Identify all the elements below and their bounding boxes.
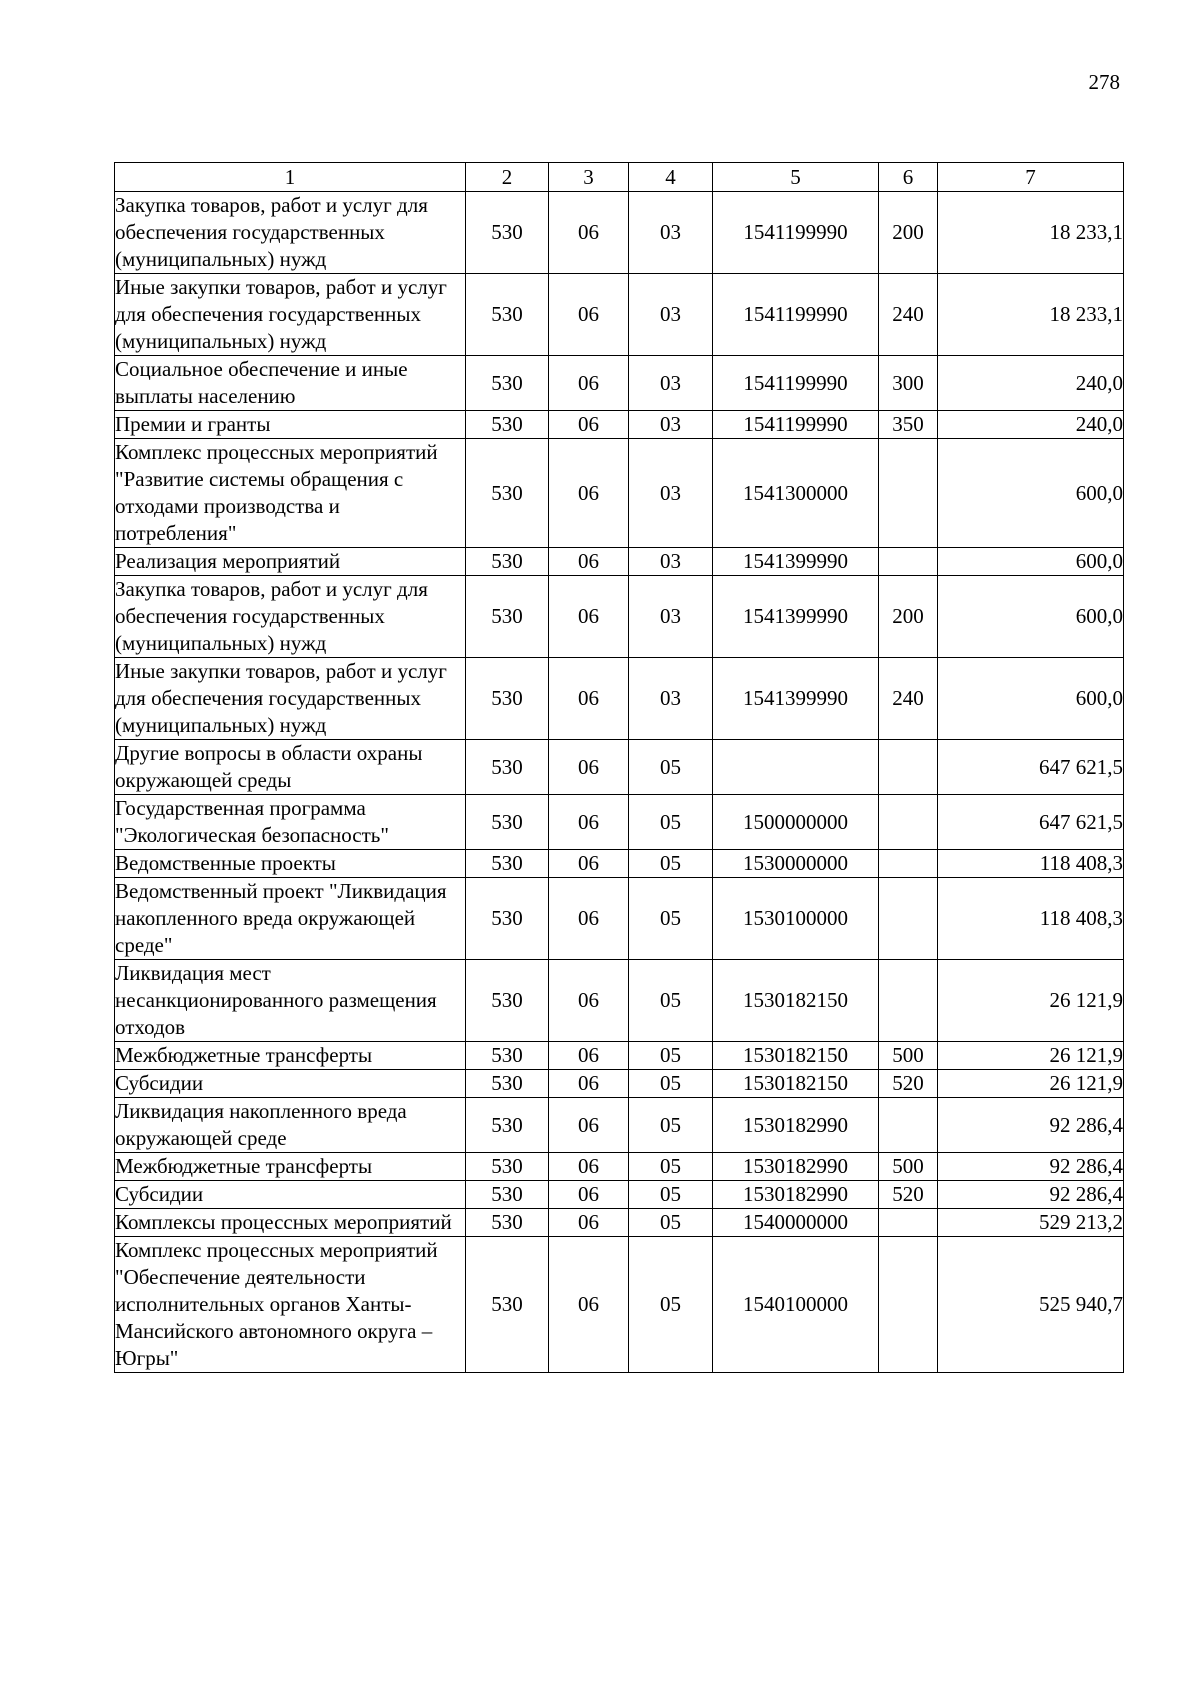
table-row xyxy=(115,1153,1124,1181)
code-6 xyxy=(879,740,938,795)
code-5: 1530000000 xyxy=(713,850,879,878)
table-body xyxy=(115,192,1124,1373)
row-name: Премии и гранты xyxy=(115,411,466,439)
row-amount: 240,0 xyxy=(938,411,1124,439)
row-amount: 525 940,7 xyxy=(938,1237,1124,1373)
code-3: 06 xyxy=(549,795,629,850)
budget-table xyxy=(114,162,1124,1373)
code-4: 03 xyxy=(629,274,713,356)
code-6 xyxy=(879,439,938,548)
code-6 xyxy=(879,1237,938,1373)
row-amount: 118 408,3 xyxy=(938,878,1124,960)
code-5: 1500000000 xyxy=(713,795,879,850)
row-name: Ликвидация накопленного вреда окружающей среде xyxy=(115,1098,466,1153)
row-amount: 26 121,9 xyxy=(938,1070,1124,1098)
column-header: 6 xyxy=(879,163,938,192)
code-6 xyxy=(879,878,938,960)
row-amount: 600,0 xyxy=(938,548,1124,576)
row-name: Реализация мероприятий xyxy=(115,548,466,576)
row-amount: 92 286,4 xyxy=(938,1181,1124,1209)
row-amount: 18 233,1 xyxy=(938,274,1124,356)
code-3: 06 xyxy=(549,576,629,658)
code-3: 06 xyxy=(549,740,629,795)
code-3: 06 xyxy=(549,1042,629,1070)
code-5: 1540000000 xyxy=(713,1209,879,1237)
code-4: 05 xyxy=(629,740,713,795)
code-6 xyxy=(879,548,938,576)
code-6 xyxy=(879,960,938,1042)
row-amount: 18 233,1 xyxy=(938,192,1124,274)
code-4: 05 xyxy=(629,795,713,850)
row-amount: 26 121,9 xyxy=(938,960,1124,1042)
code-4: 03 xyxy=(629,548,713,576)
code-4: 05 xyxy=(629,1070,713,1098)
code-3: 06 xyxy=(549,1237,629,1373)
code-5: 1541300000 xyxy=(713,439,879,548)
table-row xyxy=(115,411,1124,439)
code-3: 06 xyxy=(549,878,629,960)
row-name: Межбюджетные трансферты xyxy=(115,1042,466,1070)
code-5: 1530100000 xyxy=(713,878,879,960)
code-4: 05 xyxy=(629,1153,713,1181)
code-3: 06 xyxy=(549,1209,629,1237)
column-header: 4 xyxy=(629,163,713,192)
code-3: 06 xyxy=(549,439,629,548)
code-4: 03 xyxy=(629,576,713,658)
row-name: Социальное обеспечение и иные выплаты населению xyxy=(115,356,466,411)
code-4: 05 xyxy=(629,960,713,1042)
row-name: Закупка товаров, работ и услуг для обеспечения государственных (муниципальных) нужд xyxy=(115,192,466,274)
code-5: 1530182990 xyxy=(713,1153,879,1181)
code-2: 530 xyxy=(466,1042,549,1070)
code-3: 06 xyxy=(549,1153,629,1181)
code-4: 05 xyxy=(629,1042,713,1070)
code-6 xyxy=(879,850,938,878)
table-row xyxy=(115,1181,1124,1209)
row-amount: 240,0 xyxy=(938,356,1124,411)
code-2: 530 xyxy=(466,192,549,274)
code-5: 1530182150 xyxy=(713,1042,879,1070)
page-number: 278 xyxy=(1088,70,1120,94)
row-amount: 92 286,4 xyxy=(938,1153,1124,1181)
code-3: 06 xyxy=(549,192,629,274)
row-amount: 26 121,9 xyxy=(938,1042,1124,1070)
code-4: 05 xyxy=(629,1209,713,1237)
code-6: 300 xyxy=(879,356,938,411)
code-6: 200 xyxy=(879,192,938,274)
table-row xyxy=(115,274,1124,356)
code-5: 1530182990 xyxy=(713,1181,879,1209)
code-6 xyxy=(879,1098,938,1153)
row-name: Иные закупки товаров, работ и услуг для обеспечения государственных (муниципальных) нужд xyxy=(115,274,466,356)
code-2: 530 xyxy=(466,878,549,960)
row-name: Ведомственный проект "Ликвидация накопленного вреда окружающей среде" xyxy=(115,878,466,960)
code-2: 530 xyxy=(466,411,549,439)
table-row xyxy=(115,658,1124,740)
column-header: 7 xyxy=(938,163,1124,192)
code-4: 03 xyxy=(629,411,713,439)
code-4: 05 xyxy=(629,1098,713,1153)
row-name: Комплекс процессных мероприятий "Обеспечение деятельности исполнительных органов Ханты-Мансийского автономного округа – Югры" xyxy=(115,1237,466,1373)
row-amount: 647 621,5 xyxy=(938,795,1124,850)
code-5: 1541399990 xyxy=(713,658,879,740)
code-2: 530 xyxy=(466,1153,549,1181)
row-name: Ликвидация мест несанкционированного размещения отходов xyxy=(115,960,466,1042)
code-3: 06 xyxy=(549,850,629,878)
code-2: 530 xyxy=(466,795,549,850)
table-row xyxy=(115,795,1124,850)
row-name: Другие вопросы в области охраны окружающей среды xyxy=(115,740,466,795)
code-5: 1541399990 xyxy=(713,548,879,576)
code-5: 1541199990 xyxy=(713,274,879,356)
code-3: 06 xyxy=(549,548,629,576)
table-row xyxy=(115,356,1124,411)
code-6: 240 xyxy=(879,274,938,356)
code-2: 530 xyxy=(466,850,549,878)
table-row xyxy=(115,960,1124,1042)
code-4: 05 xyxy=(629,1181,713,1209)
code-5: 1530182150 xyxy=(713,960,879,1042)
table-row xyxy=(115,576,1124,658)
table-row xyxy=(115,1209,1124,1237)
code-5: 1530182150 xyxy=(713,1070,879,1098)
code-4: 03 xyxy=(629,658,713,740)
row-name: Комплексы процессных мероприятий xyxy=(115,1209,466,1237)
code-6 xyxy=(879,1209,938,1237)
row-amount: 600,0 xyxy=(938,439,1124,548)
code-4: 03 xyxy=(629,439,713,548)
code-2: 530 xyxy=(466,576,549,658)
code-3: 06 xyxy=(549,658,629,740)
code-6: 500 xyxy=(879,1153,938,1181)
row-amount: 529 213,2 xyxy=(938,1209,1124,1237)
code-2: 530 xyxy=(466,1209,549,1237)
code-6: 240 xyxy=(879,658,938,740)
row-amount: 118 408,3 xyxy=(938,850,1124,878)
code-5: 1541399990 xyxy=(713,576,879,658)
column-header: 1 xyxy=(115,163,466,192)
row-name: Ведомственные проекты xyxy=(115,850,466,878)
table-row xyxy=(115,439,1124,548)
column-header: 3 xyxy=(549,163,629,192)
row-amount: 92 286,4 xyxy=(938,1098,1124,1153)
code-6: 500 xyxy=(879,1042,938,1070)
table-row xyxy=(115,850,1124,878)
code-2: 530 xyxy=(466,1070,549,1098)
row-name: Государственная программа "Экологическая безопасность" xyxy=(115,795,466,850)
table-row xyxy=(115,878,1124,960)
code-6: 520 xyxy=(879,1181,938,1209)
code-4: 03 xyxy=(629,356,713,411)
code-6: 520 xyxy=(879,1070,938,1098)
code-2: 530 xyxy=(466,439,549,548)
row-name: Субсидии xyxy=(115,1070,466,1098)
table-row xyxy=(115,740,1124,795)
table-row xyxy=(115,1098,1124,1153)
code-4: 05 xyxy=(629,850,713,878)
table-row xyxy=(115,1042,1124,1070)
row-name: Закупка товаров, работ и услуг для обеспечения государственных (муниципальных) нужд xyxy=(115,576,466,658)
code-2: 530 xyxy=(466,740,549,795)
row-name: Комплекс процессных мероприятий "Развитие системы обращения с отходами производства и потребления" xyxy=(115,439,466,548)
code-5 xyxy=(713,740,879,795)
code-3: 06 xyxy=(549,960,629,1042)
code-4: 05 xyxy=(629,878,713,960)
code-5: 1541199990 xyxy=(713,356,879,411)
code-2: 530 xyxy=(466,356,549,411)
row-amount: 600,0 xyxy=(938,576,1124,658)
column-header: 5 xyxy=(713,163,879,192)
code-6 xyxy=(879,795,938,850)
code-6: 200 xyxy=(879,576,938,658)
code-6: 350 xyxy=(879,411,938,439)
code-5: 1541199990 xyxy=(713,411,879,439)
header-row xyxy=(115,163,1124,192)
code-2: 530 xyxy=(466,658,549,740)
table-row xyxy=(115,548,1124,576)
code-5: 1541199990 xyxy=(713,192,879,274)
column-header: 2 xyxy=(466,163,549,192)
code-3: 06 xyxy=(549,1070,629,1098)
code-3: 06 xyxy=(549,1181,629,1209)
row-amount: 600,0 xyxy=(938,658,1124,740)
code-2: 530 xyxy=(466,1181,549,1209)
table-row xyxy=(115,192,1124,274)
code-5: 1530182990 xyxy=(713,1098,879,1153)
code-2: 530 xyxy=(466,1098,549,1153)
table-row xyxy=(115,1070,1124,1098)
code-2: 530 xyxy=(466,274,549,356)
code-5: 1540100000 xyxy=(713,1237,879,1373)
code-2: 530 xyxy=(466,548,549,576)
code-3: 06 xyxy=(549,274,629,356)
code-2: 530 xyxy=(466,960,549,1042)
row-name: Межбюджетные трансферты xyxy=(115,1153,466,1181)
code-4: 03 xyxy=(629,192,713,274)
table-row xyxy=(115,1237,1124,1373)
code-4: 05 xyxy=(629,1237,713,1373)
row-amount: 647 621,5 xyxy=(938,740,1124,795)
code-2: 530 xyxy=(466,1237,549,1373)
code-3: 06 xyxy=(549,411,629,439)
row-name: Иные закупки товаров, работ и услуг для обеспечения государственных (муниципальных) нужд xyxy=(115,658,466,740)
code-3: 06 xyxy=(549,1098,629,1153)
code-3: 06 xyxy=(549,356,629,411)
row-name: Субсидии xyxy=(115,1181,466,1209)
